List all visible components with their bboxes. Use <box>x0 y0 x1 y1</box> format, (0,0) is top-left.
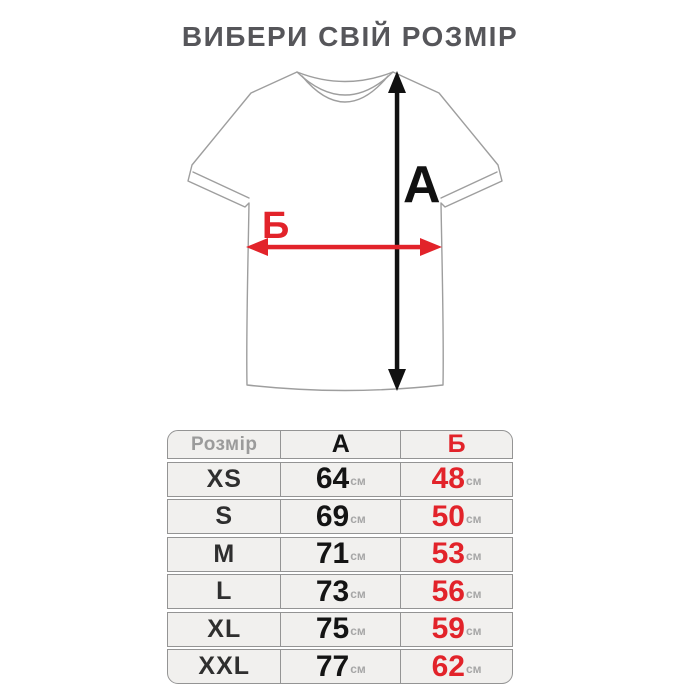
a-value: 71 <box>315 537 350 570</box>
unit-label: см <box>350 474 366 488</box>
unit-label: см <box>350 661 366 676</box>
table-row <box>167 574 513 609</box>
table-row <box>167 537 513 572</box>
unit-label: см <box>465 474 482 488</box>
measure-label-b: Б <box>262 205 290 247</box>
a-value: 69 <box>315 499 350 533</box>
size-cell: M <box>213 539 236 568</box>
table-row <box>167 612 513 647</box>
size-cell: L <box>216 577 233 605</box>
a-value: 77 <box>315 649 350 683</box>
size-cell: XXL <box>198 652 251 680</box>
table-row <box>167 462 513 497</box>
table-header-row <box>167 430 513 459</box>
tshirt-diagram <box>150 55 550 415</box>
table-row <box>167 499 513 534</box>
unit-label: см <box>350 586 366 601</box>
unit-label: см <box>465 624 482 638</box>
header-b: Б <box>400 431 512 458</box>
header-size: Розмір <box>191 433 258 455</box>
unit-label: см <box>350 549 366 563</box>
b-value: 50 <box>431 499 465 533</box>
b-value: 62 <box>431 649 465 683</box>
b-value: 59 <box>431 612 465 645</box>
a-value: 64 <box>315 462 350 495</box>
tshirt-diagram-svg <box>150 55 550 415</box>
unit-label: см <box>350 624 366 638</box>
size-table <box>167 430 513 684</box>
b-value: 53 <box>431 537 465 570</box>
unit-label: см <box>465 511 482 526</box>
b-value: 56 <box>431 574 465 608</box>
b-value: 48 <box>431 462 465 495</box>
unit-label: см <box>465 586 482 601</box>
measure-label-a: А <box>403 156 441 214</box>
table-row <box>167 649 513 684</box>
unit-label: см <box>465 661 482 676</box>
page-title: ВИБЕРИ СВІЙ РОЗМІР <box>181 21 519 52</box>
size-cell: XS <box>206 464 242 493</box>
tshirt-outline-icon <box>188 72 502 391</box>
size-cell: S <box>215 502 234 530</box>
unit-label: см <box>465 549 482 563</box>
header-a: А <box>280 431 400 458</box>
a-value: 73 <box>315 574 350 608</box>
a-value: 75 <box>315 612 350 645</box>
size-cell: XL <box>207 614 242 643</box>
unit-label: см <box>350 511 366 526</box>
